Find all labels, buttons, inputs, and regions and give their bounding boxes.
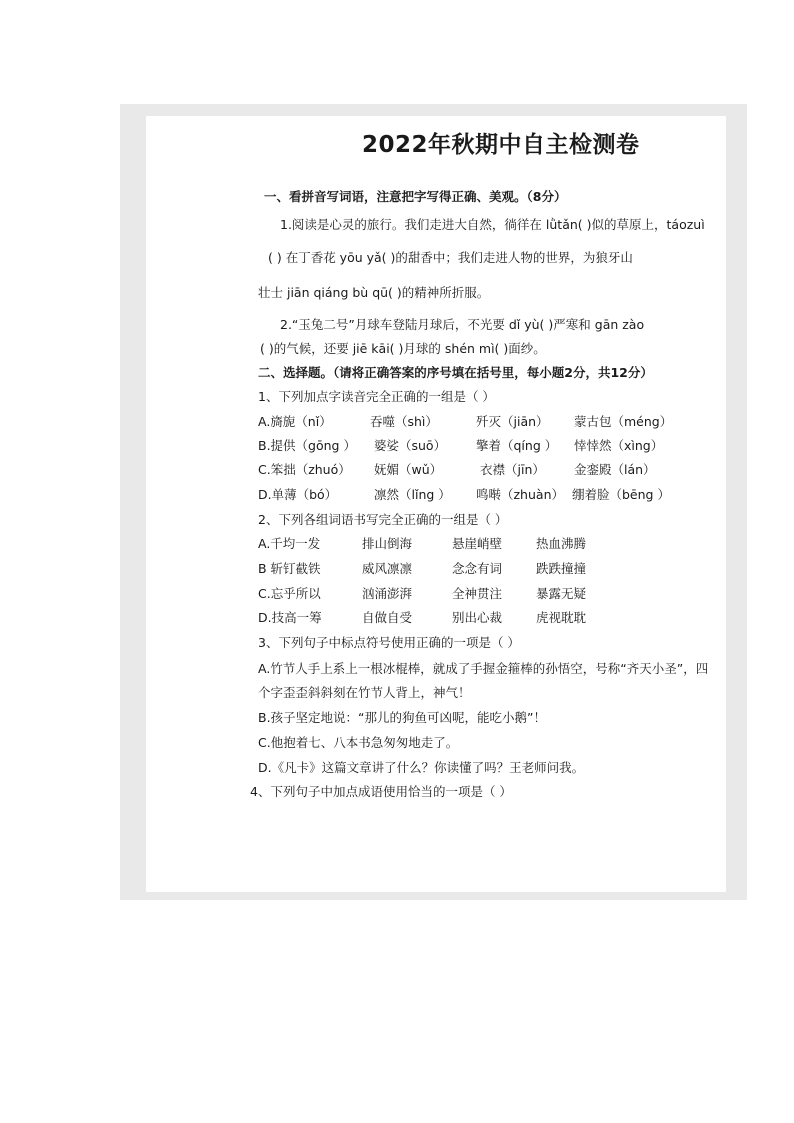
q2-d-1: D.技高一筹 [258, 610, 322, 625]
section1-para1-line1: 1.阅读是心灵的旅行。我们走进大自然，徜徉在 lǜtǎn( )似的草原上，táozuì [280, 217, 705, 232]
page-title: 2022年秋期中自主检测卷 [362, 132, 640, 158]
q2-c-4: 暴露无疑 [536, 586, 587, 601]
q2-a-2: 排山倒海 [362, 536, 413, 551]
exam-paper [146, 116, 726, 892]
q1-b-1: B.提供（gōng ） [258, 438, 356, 453]
q2-c-3: 全神贯注 [452, 586, 503, 601]
q1-c-4: 金銮殿（lán） [574, 462, 656, 477]
q2-a-3: 悬崖峭壁 [452, 536, 503, 551]
q3-stem: 3、下列句子中标点符号使用正确的一项是（ ） [258, 635, 520, 650]
q3-option-b: B.孩子坚定地说：“那儿的狗鱼可凶呢，能吃小鹅”！ [258, 710, 547, 725]
q1-b-3: 擎着（qíng ） [476, 438, 558, 453]
q3-option-a-line2: 个字歪歪斜斜刻在竹节人背上，神气！ [258, 685, 471, 700]
q1-b-4: 悻悻然（xìng） [574, 438, 664, 453]
q2-b-1: B 斩钉截铁 [258, 561, 321, 576]
section1-para2-line1: 2.“玉兔二号”月球车登陆月球后，不光要 dǐ yù( )严寒和 gān zào [280, 317, 645, 332]
section1-para1-line2: ( ) 在丁香花 yōu yǎ( )的甜香中；我们走进人物的世界，为狼牙山 [268, 250, 633, 265]
q3-option-a-line1: A.竹节人手上系上一根冰棍棒，就成了手握金箍棒的孙悟空，号称“齐天小圣”，四 [258, 661, 709, 676]
q3-option-c: C.他抱着七、八本书急匆匆地走了。 [258, 735, 459, 750]
section1-heading: 一、看拼音写词语，注意把字写得正确、美观。（8分） [264, 189, 567, 204]
section1-para1-line3: 壮士 jiān qiáng bù qū( )的精神所折服。 [258, 285, 490, 300]
q1-a-3: 歼灭（jiān） [476, 414, 549, 429]
q1-c-1: C.笨拙（zhuó） [258, 462, 351, 477]
q1-d-2: 凛然（lǐng ） [374, 487, 451, 502]
q1-c-2: 妩媚（wǔ） [374, 462, 443, 477]
q2-a-1: A.千均一发 [258, 536, 321, 551]
q3-option-d: D.《凡卡》这篇文章讲了什么？你读懂了吗？王老师问我。 [258, 760, 585, 775]
q1-d-1: D.单薄（bó） [258, 487, 338, 502]
q2-c-2: 汹涌澎湃 [362, 586, 413, 601]
q2-d-4: 虎视耽耽 [536, 610, 587, 625]
q1-a-2: 吞噬（shì） [370, 414, 438, 429]
q2-stem: 2、下列各组词语书写完全正确的一组是（ ） [258, 512, 508, 527]
section2-heading: 二、选择题。（请将正确答案的序号填在括号里，每小题2分，共12分） [258, 365, 653, 380]
q2-d-3: 别出心裁 [452, 610, 503, 625]
q2-b-4: 跌跌撞撞 [536, 561, 587, 576]
q1-d-3: 鸣啭（zhuàn） [476, 487, 564, 502]
q2-b-2: 威风凛凛 [362, 561, 413, 576]
q1-b-2: 婆娑（suō） [374, 438, 447, 453]
q1-c-3: 衣襟（jīn） [480, 462, 545, 477]
q2-d-2: 自做自受 [362, 610, 413, 625]
q1-d-4: 绷着脸（bēng ） [572, 487, 670, 502]
q2-b-3: 念念有词 [452, 561, 503, 576]
q2-a-4: 热血沸腾 [536, 536, 587, 551]
section1-para2-line2: ( )的气候，还要 jiē kāi( )月球的 shén mì( )面纱。 [260, 341, 546, 356]
q1-a-1: A.旖旎（nǐ） [258, 414, 332, 429]
q4-stem: 4、下列句子中加点成语使用恰当的一项是（ ） [250, 784, 512, 799]
q1-stem: 1、下列加点字读音完全正确的一组是（ ） [258, 389, 495, 404]
q1-a-4: 蒙古包（méng） [574, 414, 673, 429]
q2-c-1: C.忘乎所以 [258, 586, 321, 601]
